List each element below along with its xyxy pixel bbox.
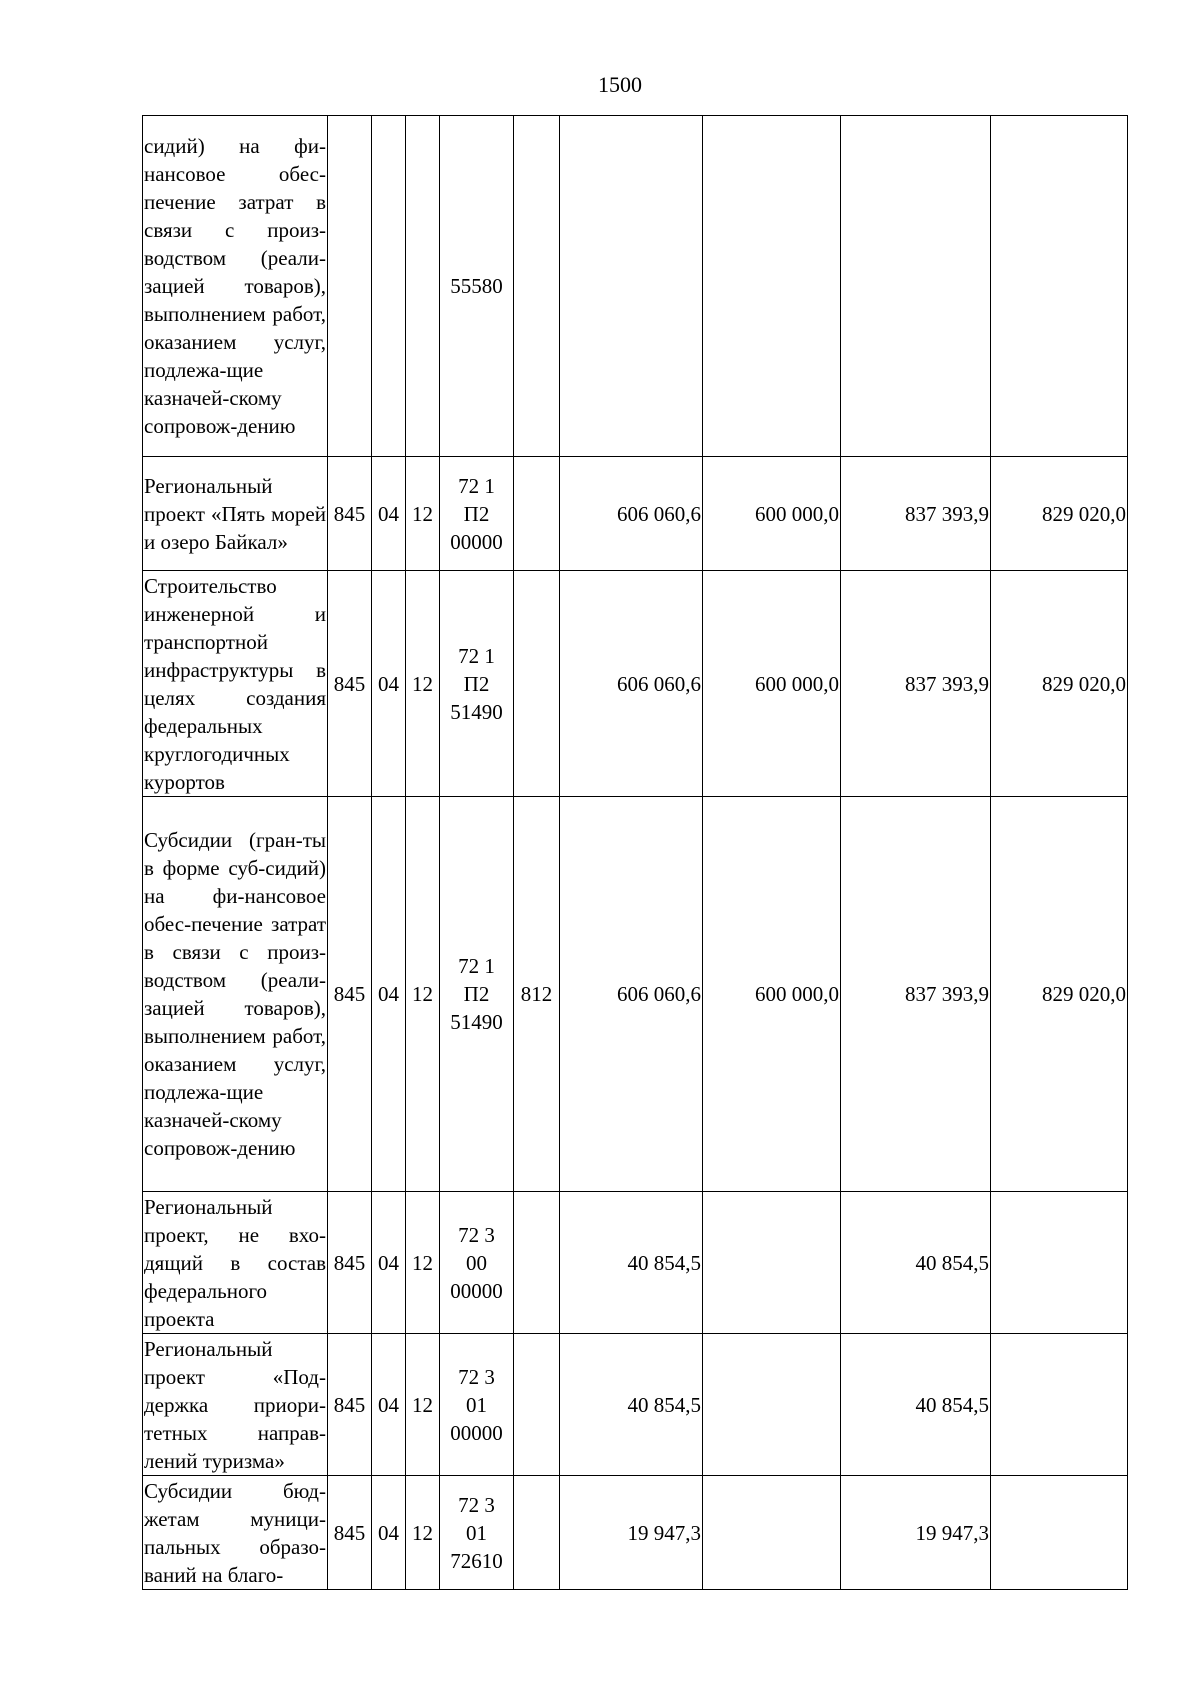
grbs-code [328, 116, 372, 457]
expense-type-code [514, 457, 560, 571]
target-article-line: 72 3 [458, 1222, 495, 1247]
amount-4: 829 020,0 [991, 797, 1128, 1192]
section-code: 04 [372, 571, 406, 797]
amount-2: 600 000,0 [703, 797, 841, 1192]
table-row [143, 1476, 1128, 1590]
target-article-code [440, 571, 514, 797]
expense-type-code: 812 [514, 797, 560, 1192]
grbs-code: 845 [328, 797, 372, 1192]
amount-2 [703, 1192, 841, 1334]
amount-4 [991, 1192, 1128, 1334]
amount-1: 40 854,5 [560, 1334, 703, 1476]
target-article-line: 55580 [450, 274, 503, 298]
target-article-line: 00000 [450, 529, 503, 554]
amount-4 [991, 1476, 1128, 1590]
grbs-code: 845 [328, 1192, 372, 1334]
page-number: 1500 [598, 72, 642, 97]
target-article-line: 01 [466, 1520, 487, 1545]
grbs-code: 845 [328, 1476, 372, 1590]
target-article-code [440, 1476, 514, 1590]
amount-2 [703, 1334, 841, 1476]
row-name: сидий) на фи-нансовое обес-печение затрат в связи с произ-водством (реали-зацией товаров), выполнением работ, оказанием услуг, подлежа-щие казначей-скому сопровож-дению [143, 116, 328, 457]
subsection-code: 12 [406, 1334, 440, 1476]
amount-1 [560, 116, 703, 457]
row-name: Субсидии бюд-жетам муници-пальных образо-ваний на благо- [143, 1476, 328, 1590]
section-code [372, 116, 406, 457]
target-article-code [440, 116, 514, 457]
amount-1: 606 060,6 [560, 457, 703, 571]
subsection-code: 12 [406, 457, 440, 571]
table-row [143, 1334, 1128, 1476]
expense-type-code [514, 116, 560, 457]
amount-3: 19 947,3 [841, 1476, 991, 1590]
expense-type-code [514, 571, 560, 797]
row-name: Региональный проект, не вхо-дящий в состав федерального проекта [143, 1192, 328, 1334]
amount-3: 40 854,5 [841, 1192, 991, 1334]
table-row [143, 1192, 1128, 1334]
target-article-code [440, 1192, 514, 1334]
section-code: 04 [372, 1192, 406, 1334]
grbs-code: 845 [328, 571, 372, 797]
amount-4 [991, 116, 1128, 457]
target-article-line: 72610 [450, 1548, 503, 1573]
table-row [143, 571, 1128, 797]
amount-1: 606 060,6 [560, 571, 703, 797]
section-code: 04 [372, 457, 406, 571]
row-name: Субсидии (гран-ты в форме суб-сидий) на фи-нансовое обес-печение затрат в связи с произ-водством (реали-зацией товаров), выполнением работ, оказанием услуг, подлежа-щие казначей-скому сопровож-дению [143, 797, 328, 1192]
target-article-line: 72 1 [458, 473, 495, 498]
amount-3: 837 393,9 [841, 571, 991, 797]
amount-1: 606 060,6 [560, 797, 703, 1192]
target-article-line: П2 [463, 501, 490, 526]
subsection-code: 12 [406, 571, 440, 797]
target-article-code [440, 797, 514, 1192]
expense-type-code [514, 1334, 560, 1476]
amount-2 [703, 1476, 841, 1590]
amount-4: 829 020,0 [991, 571, 1128, 797]
table-row [143, 457, 1128, 571]
target-article-line: 00000 [450, 1420, 503, 1445]
subsection-code: 12 [406, 797, 440, 1192]
grbs-code: 845 [328, 1334, 372, 1476]
target-article-line: 00000 [450, 1278, 503, 1303]
target-article-line: 72 1 [458, 954, 495, 978]
amount-3: 837 393,9 [841, 457, 991, 571]
grbs-code: 845 [328, 457, 372, 571]
target-article-line: 72 3 [458, 1492, 495, 1517]
target-article-code [440, 457, 514, 571]
target-article-code [440, 1334, 514, 1476]
amount-1: 19 947,3 [560, 1476, 703, 1590]
section-code: 04 [372, 1476, 406, 1590]
row-name: Региональный проект «Под-держка приори-тетных направ-лений туризма» [143, 1334, 328, 1476]
subsection-code: 12 [406, 1192, 440, 1334]
table-row [143, 797, 1128, 1192]
target-article-line: 72 1 [458, 643, 495, 668]
target-article-line: 00 [466, 1250, 487, 1275]
target-article-line: П2 [463, 982, 490, 1006]
expense-type-code [514, 1192, 560, 1334]
amount-3 [841, 116, 991, 457]
subsection-code: 12 [406, 1476, 440, 1590]
amount-4: 829 020,0 [991, 457, 1128, 571]
row-name: Региональный проект «Пять морей и озеро Байкал» [143, 457, 328, 571]
budget-table [142, 115, 1128, 1590]
target-article-line: 51490 [450, 699, 503, 724]
amount-3: 40 854,5 [841, 1334, 991, 1476]
target-article-line: 51490 [450, 1010, 503, 1034]
expense-type-code [514, 1476, 560, 1590]
amount-2: 600 000,0 [703, 457, 841, 571]
target-article-line: 72 3 [458, 1364, 495, 1389]
table-row [143, 116, 1128, 457]
amount-4 [991, 1334, 1128, 1476]
amount-2: 600 000,0 [703, 571, 841, 797]
section-code: 04 [372, 1334, 406, 1476]
amount-2 [703, 116, 841, 457]
target-article-line: П2 [463, 671, 490, 696]
target-article-line: 01 [466, 1392, 487, 1417]
amount-3: 837 393,9 [841, 797, 991, 1192]
section-code: 04 [372, 797, 406, 1192]
amount-1: 40 854,5 [560, 1192, 703, 1334]
row-name: Строительство инженерной и транспортной инфраструктуры в целях создания федеральных круглогодичных курортов [143, 571, 328, 797]
subsection-code [406, 116, 440, 457]
